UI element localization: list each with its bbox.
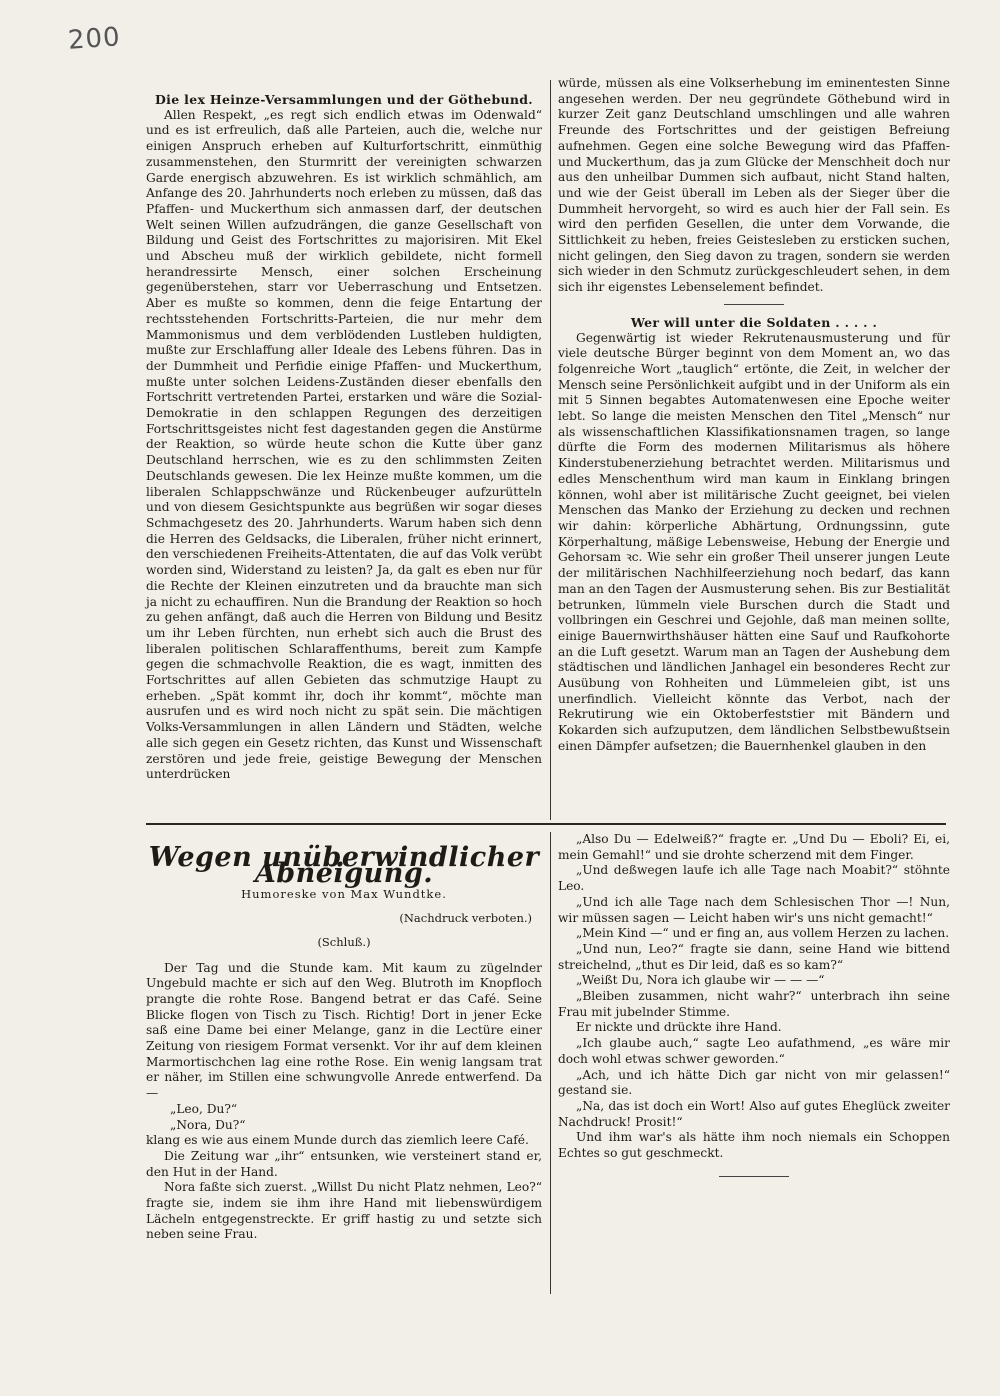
article-paragraph: Allen Respekt, „es regt sich endlich etwas im Odenwald“ und es ist erfreulich, daß alle Parteien, auch die, welche nur einigen Anspruch erheben auf Kulturfortschritt, einmüthig zusammenstehen, den Sturmritt der vereinigten schwarzen Garde energisch abzuwehren. Es ist wirklich schmählich, am Anfange des 20. Jahrhunderts noch erleben zu müssen, daß das Pfaffen- und Muckerthum sich anmassen darf, der deutschen Welt seinen Willen aufzudrängen, die ganze Gesellschaft von Bildung und Geist des Fortschrittes zu majorisiren. Mit Ekel und Abscheu muß der wirklich gebildete, nicht formell herandressirte Mensch, einer solchen Erscheinung gegenüberstehen, starr vor Ueberraschung und Entsetzen. Aber es mußte so kommen, denn die feige Entartung der rechtsstehenden Fortschritts-Parteien, die nur mehr dem Mammonismus und dem verblödenden Lustleben huldigten, mußte zur Erschlaffung aller Ideale des Lebens führen. Das in der Dummheit und Perfidie einige Pfaffen- und Muckerthum, mußte unter solchen Leidens-Zuständen dieser ebenfalls den Fortschritt vertretenden Partei, erstarken und wäre die Sozial-Demokratie in den schlappen Regungen des derzeitigen Fortschrittsgeistes nicht fest dagestanden gegen die Anstürme der Reaktion, so würde heute schon die Kutte über ganz Deutschland herrschen, wie es zu den schlimmsten Zeiten Deutschlands gewesen. Die lex Heinze mußte kommen, um die liberalen Schlappschwänze und Rückenbeuger aufzurütteln und von diesem Gesichtspunkte aus begrüßen wir sogar dieses Schmachgesetz des 20. Jahrhunderts. Warum haben sich denn die Herren des Geldsacks, die Liberalen, früher nicht erinnert, den verschiedenen Freiheits-Attentaten, die auf das Volk verübt worden sind, Widerstand zu leisten? Ja, da galt es eben nur für die Rechte der Kleinen einzutreten und da brauchte man sich ja nicht zu echauffiren. Nun die Brandung der Reaktion so hoch zu gehen anfängt, daß auch die Herren von Bildung und Besitz um ihr Leben fürchten, nun erhebt sich auch die Brust des liberalen politischen Schlaraffenthums, bereit zum Kampfe gegen die schmachvolle Reaktion, die es wagt, inmitten des Fortschrittes auf allen Gebieten das schmutzige Haupt zu erheben. „Spät kommt ihr, doch ihr kommt“, möchte man ausrufen und es wird noch nicht zu spät sein. Die mächtigen Volks-Versammlungen in allen Ländern und Städten, welche alle sich gegen ein Gesetz richten, das Kunst und Wissenschaft zerstören und jede freie, geistige Bewegung der Menschen unterdrücken bbox=[146, 107, 542, 782]
handwritten-page-number: 200 bbox=[67, 22, 122, 56]
article-title-soldaten: Wer will unter die Soldaten . . . . . bbox=[630, 314, 878, 330]
section-divider bbox=[146, 823, 946, 825]
story-paragraph: „Also Du — Edelweiß?“ fragte er. „Und Du — Eboli? Ei, ei, mein Gemahl!“ und sie drohte scherzend mit dem Finger. bbox=[558, 832, 950, 862]
story-part-label: (Schluß.) bbox=[317, 934, 371, 949]
story-paragraph: Nora faßte sich zuerst. „Willst Du nicht Platz nehmen, Leo?“ fragte sie, indem sie ihm ihre Hand mit liebenswürdigem Lächeln entgegenstreckte. Er griff hastig zu und setzte sich neben seine Frau. bbox=[146, 1180, 542, 1242]
story-paragraph: „Und deßwegen laufe ich alle Tage nach Moabit?“ stöhnte Leo. bbox=[558, 863, 950, 894]
story-paragraph: „Mein Kind —“ und er fing an, aus vollem Herzen zu lachen. bbox=[576, 926, 950, 941]
story-paragraph: „Und ich alle Tage nach dem Schlesischen Thor —! Nun, wir müssen sagen — Leicht haben wir's uns nicht gemacht!“ bbox=[558, 894, 950, 925]
article-paragraph-soldaten: Gegenwärtig ist wieder Rekrutenausmusterung und für viele deutsche Bürger beginnt von dem Moment an, wo das folgenreiche Wort „tauglich“ ertönte, die Zeit, in welcher der Mensch seine Persönlichkeit aufgibt und in der Uniform als ein mit 5 Sinnen begabtes Automatenwesen eine Epoche weiter lebt. So lange die meisten Menschen den Titel „Mensch“ nur als wissenschaftlichen Klassifikationsnamen tragen, so lange dürfte die Form des modernen Militarismus als höhere Kinderstubenerziehung betrachtet werden. Militarismus und edles Menschenthum wird man kaum in Einklang bringen können, wohl aber ist militärische Zucht geeignet, bei vielen Menschen das Manko der Erziehung zu decken und rechnen wir dahin: körperliche Abhärtung, Ordnungssinn, gute Körperhaltung, mäßige Lebensweise, Hebung der Energie und Gehorsam ꝛc. Wie sehr ein großer Theil unserer jungen Leute der militärischen Nachhilfeerziehung noch bedarf, das kann man an den Tagen der Ausmusterung sehen. Bis zur Bestialität betrunken, lümmeln viele Burschen durch die Stadt und vollbringen ein Geschrei und Gejohle, daß man meinen sollte, einige Bauernwirthshäuser hätten eine Sauf und Raufkohorte an die Luft gesetzt. Warum man an Tagen der Aushebung dem städtischen und ländlichen Janhagel ein besonderes Recht zur Ausübung von Rohheiten und Lümmeleien gibt, ist uns unerfindlich. Vielleicht könnte das Verbot, nach der Rekrutirung wie ein Oktoberfeststier mit Bändern und Kokarden sich aufzuputzen, dem ländlichen Selbstbewußtsein einen Dämpfer aufsetzen; die Bauernhenkel glauben in den bbox=[558, 330, 950, 753]
story-paragraph: „Und nun, Leo?“ fragte sie dann, seine Hand wie bittend streichelnd, „thut es Dir leid, daß es so kam?“ bbox=[558, 941, 950, 972]
article-continuation: würde, müssen als eine Volkserhebung im eminentesten Sinne angesehen werden. Der neu gegründete Göthebund wird in kurzer Zeit ganz Deutschland umschlingen und alle wahren Freunde des Fortschrittes und der geistigen Befreiung aufnehmen. Gegen eine solche Bewegung wird das Pfaffen- und Muckerthum, das ja zum Glücke der Menschheit doch nur aus den unheilbar Dummen sich aufbaut, nicht Stand halten, und wie der Geist überall im Leben als der Sieger über die Dummheit hervorgeht, so wird es auch hier der Fall sein. Es wird den perfiden Gesellen, die unter dem Vorwande, die Sittlichkeit zu heben, freies Geistesleben zu ersticken suchen, nicht gelingen, den Sieg davon zu tragen, sondern sie werden sich wieder in den Schmutz zurückgeschleudert sehen, in dem sich ihr eigenstes Lebenselement befindet. bbox=[558, 76, 950, 295]
column-rule-bottom bbox=[550, 832, 551, 1294]
end-ornament bbox=[719, 1176, 789, 1177]
column-rule-top bbox=[550, 80, 551, 820]
story-paragraph: Und ihm war's als hätte ihm noch niemals ein Schoppen Echtes so gut geschmeckt. bbox=[558, 1130, 950, 1161]
story-paragraph: „Nora, Du?“ bbox=[170, 1117, 246, 1132]
reprint-notice: (Nachdruck verboten.) bbox=[399, 911, 532, 926]
article-continuation-column bbox=[558, 76, 950, 755]
story-paragraph: Die Zeitung war „ihr“ entsunken, wie versteinert stand er, den Hut in der Hand. bbox=[146, 1148, 542, 1179]
story-left-column bbox=[146, 842, 542, 1243]
article-title: Die lex Heinze-Versammlungen und der Göthebund. bbox=[155, 92, 533, 107]
story-paragraph: „Ich glaube auch,“ sagte Leo aufathmend, „es wäre mir doch wohl etwas schwer geworden.“ bbox=[558, 1036, 950, 1066]
story-paragraph: klang es wie aus einem Munde durch das ziemlich leere Café. bbox=[146, 1133, 529, 1148]
story-paragraph: Er nickte und drückte ihre Hand. bbox=[576, 1020, 782, 1035]
story-paragraph: Der Tag und die Stunde kam. Mit kaum zu zügelnder Ungebuld machte er sich auf den Weg. Blutroth im Knopfloch prangte die rohte Rose. Bangend betrat er das Café. Seine Blicke flogen von Tisch zu Tisch. Richtig! Dort in jener Ecke saß eine Dame bei einer Melange, ganz in die Lectüre einer Zeitung von riesigem Format versenkt. Vor ihr auf dem kleinen Marmortischchen lag eine rothe Rose. Ein wenig langsam trat er näher, im Stillen eine schwungvolle Anrede entwerfend. Da — bbox=[146, 960, 542, 1101]
story-right-column bbox=[558, 832, 950, 1177]
story-paragraph: „Weißt Du, Nora ich glaube wir — — —“ bbox=[576, 973, 825, 988]
story-paragraph: „Leo, Du?“ bbox=[170, 1101, 238, 1116]
story-paragraph: „Na, das ist doch ein Wort! Also auf gutes Eheglück zweiter Nachdruck! Prosit!“ bbox=[558, 1098, 950, 1129]
article-lex-heinze bbox=[146, 92, 542, 783]
separator-ornament bbox=[724, 304, 784, 305]
story-byline: Humoreske von Max Wundtke. bbox=[241, 887, 447, 902]
story-title: Wegen unüberwindlicher Abneigung. bbox=[148, 842, 540, 889]
story-paragraph: „Ach, und ich hätte Dich gar nicht von mir gelassen!“ gestand sie. bbox=[558, 1067, 950, 1098]
story-paragraph: „Bleiben zusammen, nicht wahr?“ unterbrach ihn seine Frau mit jubelnder Stimme. bbox=[558, 989, 950, 1019]
